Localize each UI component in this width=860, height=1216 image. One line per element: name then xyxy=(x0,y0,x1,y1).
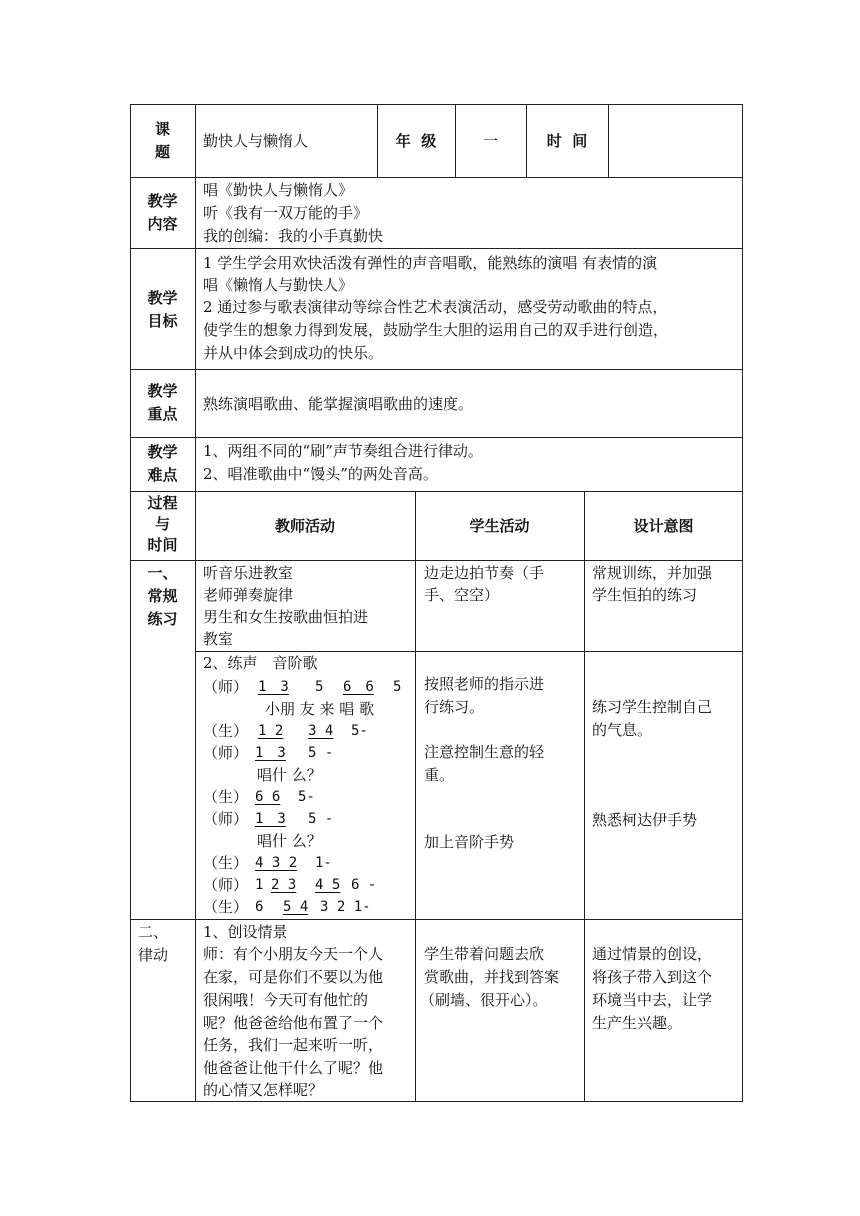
section2-teacher-line: 在家，可是你们不要以为他 xyxy=(203,968,384,986)
goals-line: 唱《懒惰人与勤快人》 xyxy=(203,276,354,294)
teacher-activity-header: 教师活动 xyxy=(274,517,335,535)
warmup-student-line: 注意控制生意的轻 xyxy=(424,743,545,761)
process-label: 过程 与 时间 xyxy=(147,494,178,554)
warmup-design-line: 练习学生控制自己 xyxy=(592,698,713,716)
notation-group: 1 3 xyxy=(255,811,286,827)
col-divider xyxy=(608,104,609,177)
notation-role: （生） xyxy=(203,854,249,872)
notation-role: （师） xyxy=(203,678,249,696)
section1-teacher-line: 听音乐进教室 xyxy=(203,564,294,582)
student-activity-header: 学生活动 xyxy=(469,517,530,535)
goals-label: 教学 目标 xyxy=(147,289,178,330)
row-divider xyxy=(130,437,743,438)
warmup-design-line: 的气息。 xyxy=(592,721,653,739)
section1-design-line: 学生恒拍的练习 xyxy=(592,586,698,604)
section1-student-line: 边走边拍节奏（手 xyxy=(424,564,545,582)
notation-line xyxy=(203,786,315,809)
warmup-design-line: 熟悉柯达伊手势 xyxy=(592,811,698,829)
notation-group: 1 3 xyxy=(255,745,286,761)
notation-lyric: 唱什 么？ xyxy=(257,832,322,850)
row-divider xyxy=(130,919,743,920)
design-intent-header: 设计意图 xyxy=(633,517,694,535)
section2-teacher-line: 很闲哦！今天可有他忙的 xyxy=(203,991,369,1009)
notation-role: （师） xyxy=(203,810,249,828)
section2-teacher-line: 他爸爸让他干什么了呢？他 xyxy=(203,1059,384,1077)
section2-teacher-line: 的心情又怎样呢？ xyxy=(203,1081,324,1099)
notation-line xyxy=(203,896,371,919)
warmup-student-line: 按照老师的指示进 xyxy=(424,675,545,693)
topic-label: 课 题 xyxy=(154,120,170,161)
row-divider xyxy=(130,560,743,561)
notation-note: 6 - xyxy=(351,877,377,893)
section1-teacher-line: 男生和女生按歌曲恒拍进 xyxy=(203,608,369,626)
goals-line: 1 学生学会用欢快活泼有弹性的声音唱歌，能熟练的演唱 有表情的演 xyxy=(203,254,658,272)
section2-design-line: 生产生兴趣。 xyxy=(592,1014,683,1032)
difficulty-line: 2、唱准歌曲中“馒头”的两处音高。 xyxy=(203,465,438,483)
warmup-student-line: 重。 xyxy=(424,766,455,784)
notation-line xyxy=(203,874,377,897)
notation-role: （生） xyxy=(203,788,249,806)
notation-note: 5 xyxy=(315,679,324,695)
notation-role: （生） xyxy=(203,722,249,740)
notation-line xyxy=(203,742,334,765)
section2-teacher-line: 任务，我们一起来听一听， xyxy=(203,1036,384,1054)
section2-student-line: （刷墙、很开心）。 xyxy=(420,991,548,1009)
topic-value: 勤快人与懒惰人 xyxy=(203,132,309,150)
notation-group: 2 3 xyxy=(271,877,297,893)
notation-role: （师） xyxy=(203,876,249,894)
goals-line: 并从中体会到成功的快乐。 xyxy=(203,344,384,362)
notation-lyric: 唱什 么？ xyxy=(257,766,322,784)
col-divider xyxy=(584,491,585,1102)
section2-teacher-line: 1、创设情景 xyxy=(203,923,288,941)
notation-note: 1- xyxy=(315,855,332,871)
row-divider xyxy=(130,177,743,178)
warmup-title: 2、练声 音阶歌 xyxy=(203,654,318,672)
notation-note: 5 - xyxy=(308,745,334,761)
section1-design-line: 常规训练，并加强 xyxy=(592,564,713,582)
section1-teacher-line: 老师弹奏旋律 xyxy=(203,586,294,604)
section1-teacher-line: 教室 xyxy=(203,630,234,648)
section2-label: 二、 律动 xyxy=(138,923,169,964)
section2-design-line: 环境当中去，让学 xyxy=(592,991,713,1009)
notation-role: （生） xyxy=(203,898,249,916)
time-label: 时 间 xyxy=(546,132,588,150)
section2-student-line: 赏歌曲，并找到答案 xyxy=(424,968,560,986)
difficulty-line: 1、两组不同的“刷”声节奏组合进行律动。 xyxy=(203,442,483,460)
row-divider xyxy=(130,491,743,492)
notation-note: 3 2 1- xyxy=(320,899,371,915)
notation-line xyxy=(203,808,334,831)
difficulty-label: 教学 难点 xyxy=(147,443,178,484)
content-line: 听《我有一双万能的手》 xyxy=(203,204,369,222)
warmup-student-line: 行练习。 xyxy=(424,698,485,716)
warmup-student-line: 加上音阶手势 xyxy=(424,833,515,851)
notation-group: 4 5 xyxy=(315,877,341,893)
notation-group: 1 2 xyxy=(258,723,284,739)
notation-line xyxy=(203,720,368,743)
row-divider xyxy=(130,369,743,370)
notation-role: （师） xyxy=(203,744,249,762)
section1-label: 一、 常规 练习 xyxy=(147,564,178,628)
notation-group: 1 3 xyxy=(258,679,289,695)
content-line: 唱《勤快人与懒惰人》 xyxy=(203,181,354,199)
section2-design-line: 通过情景的创设， xyxy=(592,945,713,963)
section2-teacher-line: 呢？他爸爸给他布置了一个 xyxy=(203,1014,384,1032)
notation-group: 3 4 xyxy=(308,723,334,739)
notation-note: 5 - xyxy=(308,811,334,827)
notation-note: 5 xyxy=(393,679,402,695)
notation-group: 5 4 xyxy=(283,899,309,915)
content-line: 我的创编：我的小手真勤快 xyxy=(203,227,384,245)
notation-lyric: 小朋 友 来 唱 歌 xyxy=(265,700,375,718)
notation-note: 6 xyxy=(255,899,264,915)
notation-group: 6 6 xyxy=(255,789,281,805)
col-divider xyxy=(195,104,196,1102)
focus-text: 熟练演唱歌曲、能掌握演唱歌曲的速度。 xyxy=(203,395,474,413)
col-divider xyxy=(415,491,416,1102)
notation-group: 4 3 2 xyxy=(255,855,298,871)
section2-design-line: 将孩子带入到这个 xyxy=(592,968,713,986)
notation-line xyxy=(203,852,332,875)
goals-line: 使学生的想象力得到发展，鼓励学生大胆的运用自己的双手进行创造， xyxy=(203,321,669,339)
notation-line xyxy=(203,676,402,699)
section2-student-line: 学生带着问题去欣 xyxy=(424,945,545,963)
grade-label: 年 级 xyxy=(395,132,437,150)
grade-value: 一 xyxy=(482,132,498,150)
section2-teacher-line: 师：有个小朋友今天一个人 xyxy=(203,945,384,963)
notation-note: 5- xyxy=(351,723,368,739)
goals-line: 2 通过参与歌表演律动等综合性艺术表演活动，感受劳动歌曲的特点， xyxy=(203,298,668,316)
focus-label: 教学 重点 xyxy=(147,382,178,423)
row-divider xyxy=(130,248,743,249)
content-label: 教学 内容 xyxy=(147,192,178,233)
notation-note: 1 xyxy=(255,877,264,893)
notation-group: 6 6 xyxy=(343,679,374,695)
section1-student-line: 手、空空） xyxy=(424,586,500,604)
notation-note: 5- xyxy=(298,789,315,805)
